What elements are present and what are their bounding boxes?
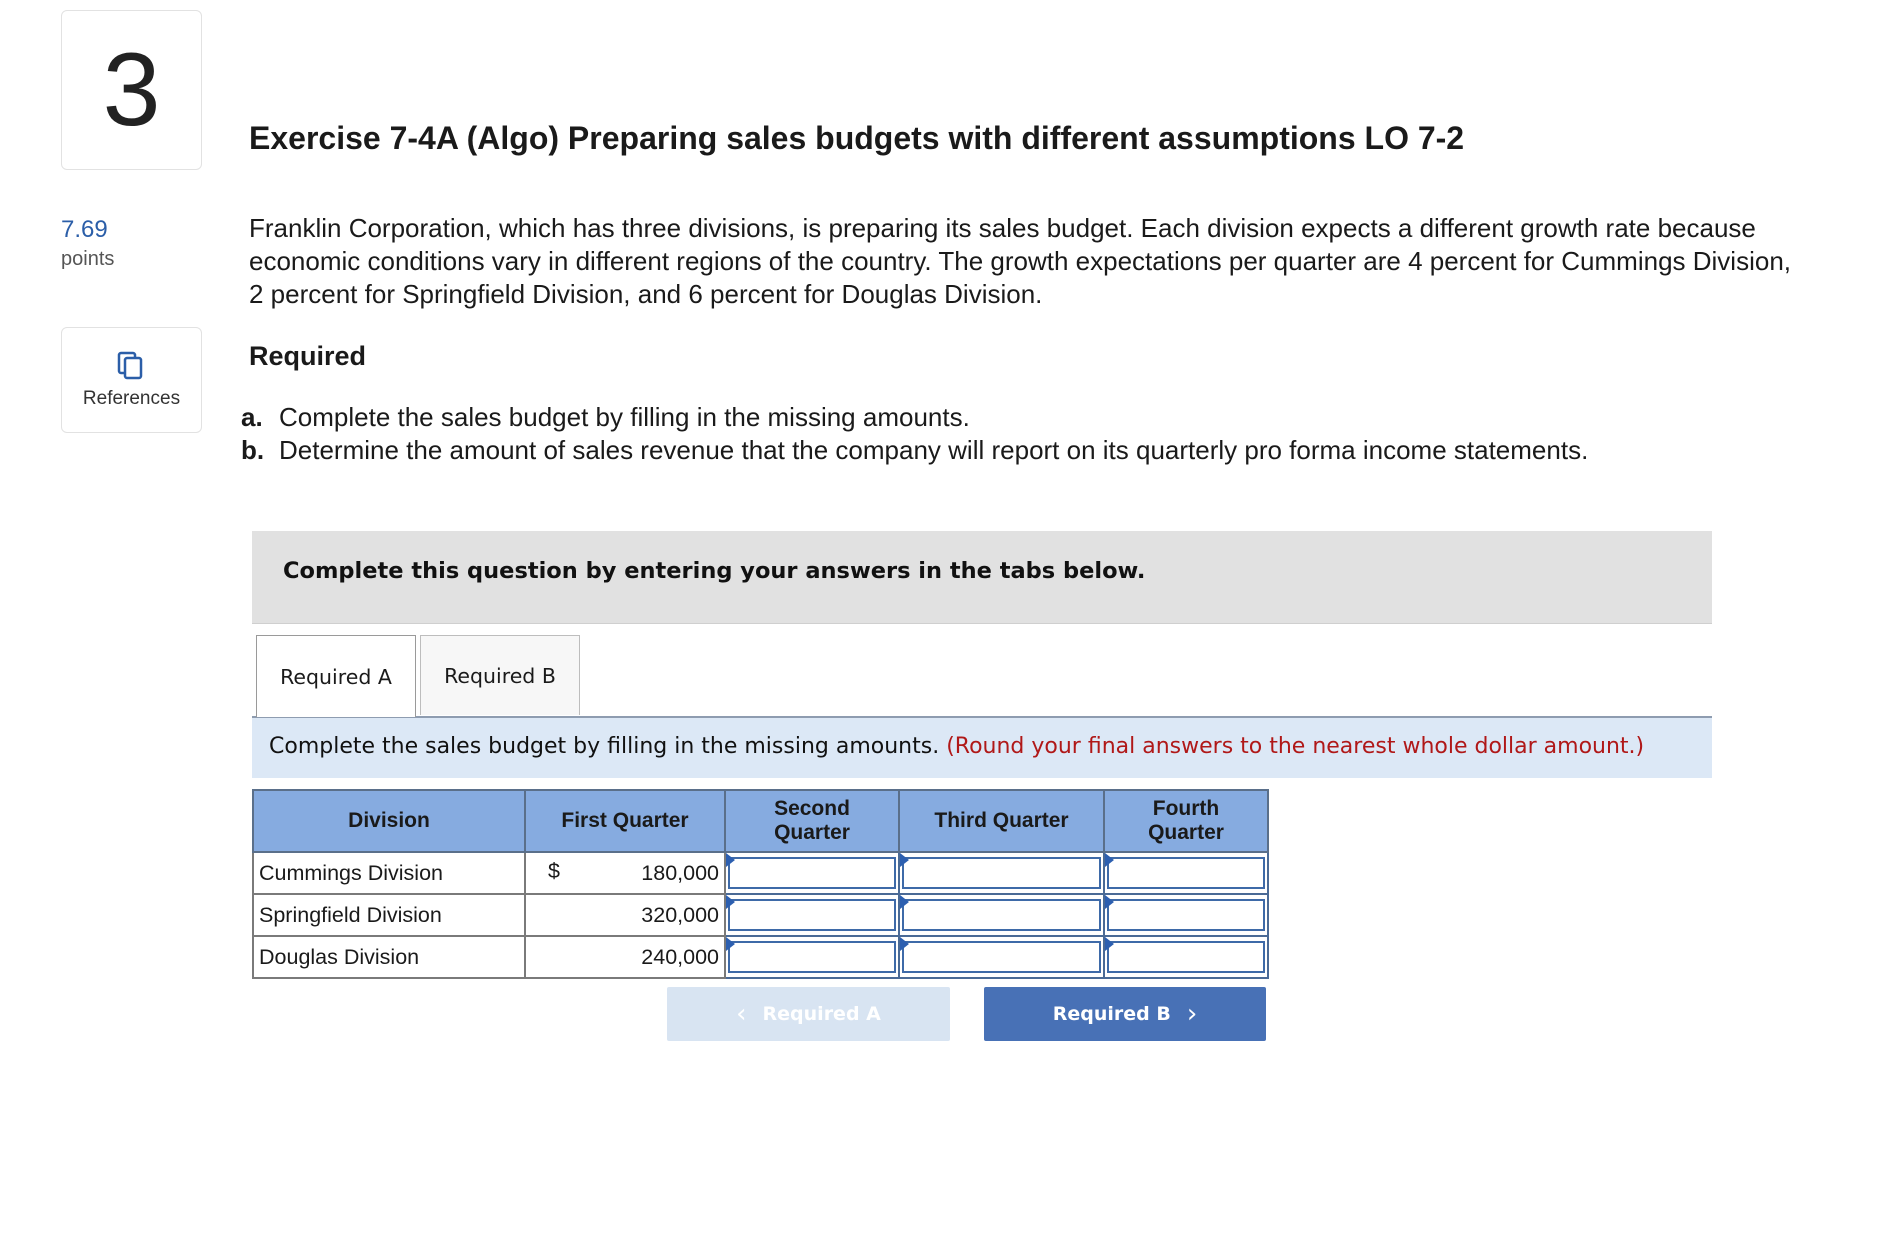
tab-prompt-instruction: Complete the sales budget by filling in the missing amounts. [269, 734, 940, 759]
required-heading: Required [249, 341, 367, 371]
douglas-fourth-quarter-input[interactable] [1107, 941, 1265, 973]
third-quarter-cell [899, 894, 1104, 936]
input-marker-icon [1105, 895, 1114, 909]
tab-prompt-text [269, 734, 1644, 759]
rounding-note: (Round your final answers to the nearest whole dollar amount.) [946, 734, 1645, 759]
column-header-first-quarter: First Quarter [525, 790, 725, 852]
table-row [253, 852, 1268, 894]
exercise-intro: Franklin Corporation, which has three divisions, is preparing its sales budget. Each division expects a different growth rate because economic conditions vary in different regions of the country. The growth expectations per quarter are 4 percent for Cummings Division, 2 percent for Springfield Division, and 6 percent for Douglas Division. [249, 213, 1791, 309]
springfield-third-quarter-input[interactable] [902, 899, 1101, 931]
division-name: Douglas Division [253, 936, 525, 978]
springfield-fourth-quarter-input[interactable] [1107, 899, 1265, 931]
header-line: Fourth [1152, 797, 1220, 820]
previous-tab-label: Required A [762, 1003, 881, 1025]
question-number: 3 [61, 10, 202, 170]
second-quarter-cell [725, 852, 899, 894]
input-marker-icon [726, 895, 735, 909]
header-line: Quarter [774, 821, 850, 844]
next-tab-label: Required B [1052, 1003, 1171, 1025]
input-marker-icon [726, 853, 735, 867]
sales-budget-table [252, 789, 1269, 979]
input-marker-icon [900, 937, 909, 951]
currency-symbol: $ [548, 859, 560, 883]
table-row [253, 936, 1268, 978]
previous-tab-button[interactable] [667, 987, 950, 1041]
instructions-text: Complete this question by entering your answers in the tabs below. [283, 558, 1146, 584]
requirement-text: Determine the amount of sales revenue that the company will report on its quarterly pro forma income statements. [279, 435, 1589, 465]
first-quarter-amount: 180,000 [641, 860, 719, 885]
douglas-third-quarter-input[interactable] [902, 941, 1101, 973]
first-quarter-value [525, 894, 725, 936]
exercise-title: Exercise 7-4A (Algo) Preparing sales budgets with different assumptions LO 7-2 [249, 120, 1465, 156]
points-display [61, 216, 114, 271]
douglas-second-quarter-input[interactable] [728, 941, 896, 973]
cummings-fourth-quarter-input[interactable] [1107, 857, 1265, 889]
tab-prompt [252, 718, 1712, 778]
input-marker-icon [1105, 937, 1114, 951]
first-quarter-amount: 320,000 [641, 902, 719, 927]
instructions-banner [252, 531, 1712, 624]
requirement-b [241, 434, 1588, 467]
chevron-left-icon: ‹ [736, 999, 747, 1029]
requirement-letter: a. [241, 402, 263, 432]
cummings-second-quarter-input[interactable] [728, 857, 896, 889]
references-button[interactable] [61, 327, 202, 433]
points-value: 7.69 [61, 216, 108, 243]
cummings-third-quarter-input[interactable] [902, 857, 1101, 889]
tab-required-b[interactable]: Required B [420, 635, 580, 715]
column-header-third-quarter: Third Quarter [899, 790, 1104, 852]
chevron-right-icon: › [1186, 999, 1198, 1029]
second-quarter-cell [725, 936, 899, 978]
input-marker-icon [1105, 853, 1114, 867]
second-quarter-cell [725, 894, 899, 936]
column-header-division: Division [253, 790, 525, 852]
division-name: Springfield Division [253, 894, 525, 936]
table-row [253, 894, 1268, 936]
fourth-quarter-cell [1104, 894, 1268, 936]
fourth-quarter-cell [1104, 936, 1268, 978]
references-icon [116, 350, 146, 380]
table-header-row [253, 790, 1268, 852]
input-marker-icon [900, 853, 909, 867]
header-line: Second [774, 797, 850, 820]
column-header-fourth-quarter [1104, 790, 1268, 852]
header-line: Quarter [1148, 821, 1224, 844]
first-quarter-amount: 240,000 [641, 944, 719, 969]
requirements-list [241, 401, 1588, 467]
division-name: Cummings Division [253, 852, 525, 894]
springfield-second-quarter-input[interactable] [728, 899, 896, 931]
third-quarter-cell [899, 936, 1104, 978]
column-header-second-quarter [725, 790, 899, 852]
requirement-text: Complete the sales budget by filling in the missing amounts. [279, 402, 970, 432]
input-marker-icon [726, 937, 735, 951]
requirement-a [241, 401, 1588, 434]
next-tab-button[interactable] [984, 987, 1266, 1041]
fourth-quarter-cell [1104, 852, 1268, 894]
first-quarter-value [525, 936, 725, 978]
third-quarter-cell [899, 852, 1104, 894]
first-quarter-value [525, 852, 725, 894]
points-label: points [61, 248, 115, 270]
input-marker-icon [900, 895, 909, 909]
tab-required-a[interactable]: Required A [256, 635, 416, 717]
requirement-letter: b. [241, 435, 265, 465]
references-label: References [82, 388, 181, 409]
